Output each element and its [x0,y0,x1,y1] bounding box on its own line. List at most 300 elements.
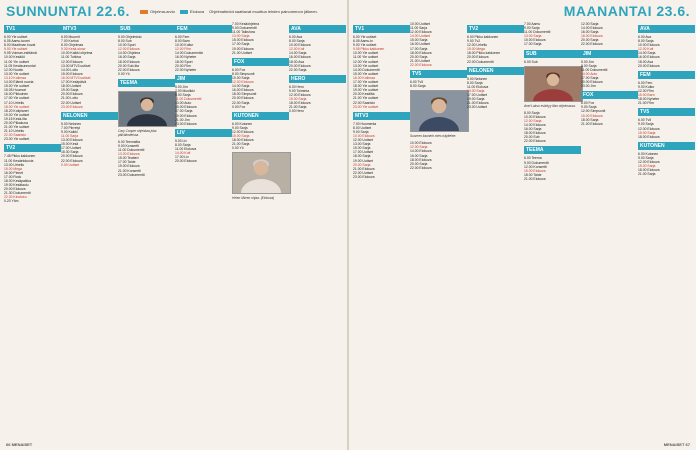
program-listing: 19.00 Yle uutiset [353,88,379,93]
program-listing: 6.00 Fox [232,67,246,72]
program-listing: 18.00 Elokuva [118,59,140,64]
program-listing: 15.00 Sarja [289,97,307,102]
program-listing: 19.00 Elokuva [232,46,254,51]
program-listing: 6.05 Aamu-tv [353,39,373,44]
schedule-column [524,22,581,181]
schedule-column [118,22,175,177]
program-listing: 11.00 Kesäelokuvia [4,158,34,163]
schedule-column [410,22,467,170]
program-listing: 8.00 Sarja [175,142,191,147]
program-listing: 10.00 Uutiset [410,22,430,26]
schedule-column [289,22,346,114]
program-listing: 11.00 Sarja [61,133,79,138]
program-listing: 6.00 Ava [638,35,652,39]
left-footer [6,442,32,447]
program-listing: 7.00 Karhut [61,39,79,44]
program-listing: 14.00 Sarja [467,88,485,93]
program-listing: 17.00 Kesäpäivä [61,80,87,85]
program-listing: 22.00 Elokuva [524,139,546,144]
program-listing: 20.00 Elokuva [61,92,83,97]
program-listing: 9.00 Sarja [638,122,654,127]
program-listing: 13.00 Elokuva [61,138,83,143]
program-listing: 7.00 Aamu [524,22,541,26]
left-page [0,0,347,450]
program-listing: 18.00 Nyheter [638,97,660,102]
program-listing: 17.00 Sarja [581,75,599,80]
channel-header: TV5 [410,70,467,78]
program-listing: 6.00 Ava [289,35,303,39]
program-listing: 15.00 Elokuva [524,168,546,173]
program-listing: 10.00 Sarja [232,75,250,80]
program-listing: 18.00 Elokuva [410,50,432,55]
channel-header: AVA [638,25,695,33]
program-listing: 12.00 Koti [638,47,654,52]
program-listing: 18.00 Sarja [353,154,371,159]
channel-header: SUB [118,25,175,33]
program-listing: 9.30 Kesä-show [61,47,86,52]
program-listing: 0.00 Yö [232,146,244,151]
program-listing: 17.00 Uutiset [467,93,487,98]
program-listing: 12.00 Simpsonit [581,109,606,114]
program-listing: 11.00 Elokuva [467,84,489,89]
photo-block [524,64,581,109]
program-listing: 6.00 Tv5 [410,80,424,85]
channel-header: KUTONEN [232,112,289,120]
program-listing: 7.00 Musiikki [175,88,195,93]
program-listing: 15.00 Barn [638,93,655,98]
program-listing: 9.00 Sarja [524,26,540,31]
program-listing: 11.00 Elokuva [175,146,197,151]
program-listing: 20.00 Elokuva [175,159,197,164]
legend-note: Ohjelmatiedot saattavat muuttua lehden painomenon jälkeen. [209,9,318,14]
program-listing: 14.00 Elokuva [524,122,546,127]
schedule-column [232,22,289,203]
program-listing: 10.00 Elokuva [353,133,375,138]
channel-header: FOX [232,58,289,66]
photo-block [410,88,467,139]
schedule-column [61,22,118,167]
program-listing: 12.00 Film [175,47,191,52]
program-listing: 15.00 Teatteri [118,156,139,161]
program-listing: 18.00 Elokuva [410,157,432,162]
program-listing: 18.00 Yle uutiset [353,84,379,89]
program-listing: 17.00 Sarja [175,109,193,114]
program-listing: 14.00 Sarja [289,51,307,56]
program-listing: 6.00 Teema [524,156,542,161]
program-listing: 18.00 Elokuva [581,34,603,39]
program-listing: 21.30 Dokumentti [4,191,31,196]
program-listing: 21.00 Elokuva [581,121,603,126]
program-listing: 9.00 Sarja [581,105,597,110]
channel-header: KUTONEN [638,142,695,150]
program-listing: 13.00 MTV3 uutiset [61,63,91,68]
program-listing: 9.00 Toiminta [289,88,310,93]
program-listing: 22.00 Elokuva [61,158,83,163]
person-photo-icon [524,66,583,102]
channel-header: MTV3 [61,25,118,33]
program-listing: 22.00 Dokumentti [467,59,494,64]
program-listing: 23.00 Elokuva [353,174,375,179]
program-listing: 19.00 Elokuva [118,164,140,169]
program-listing: 21.00 Elokuva [467,101,489,106]
schedule-column [467,22,524,109]
program-listing: 12.00 Elokuva [638,159,660,164]
program-listing: 21.00 Sarja [232,142,250,147]
program-listing: 23.00 Elokuva [175,121,197,126]
program-listing: 17.00 Taide [118,160,136,165]
program-listing: 16.00 Sarja [118,55,136,60]
program-listing: 12.00 Yle uutiset [353,59,379,64]
program-listing: 21.00 Sarja [638,172,656,177]
channel-header: TV2 [4,144,61,152]
program-listing: 19.00 Uutiset [353,158,373,163]
program-listing: 14.00 Auto [581,71,598,76]
program-listing: 23.00 Yle uutiset [4,137,30,142]
program-listing: 16.00 Pikkuinen [4,92,29,97]
program-listing: 12.00 Urheilu [467,43,488,48]
program-listing: 11.00 Yle uutiset [353,55,378,60]
program-listing: 9.05 Voiman-esittämä [4,51,37,56]
program-listing: 17.00 Rock [4,174,22,179]
program-listing: 6.00 Fem [638,80,653,85]
person-photo-icon [410,90,469,132]
program-listing: 20.00 Kesäilta [353,92,375,97]
photo-caption: Cary Cooper ohjeistaa joka päiväkodeissa. [118,129,157,137]
program-listing: 18.00 Pikku kakkonen [467,51,501,56]
program-listing: 15.00 Elokuva [61,71,83,76]
program-listing: 8.00 Sarja [289,39,305,44]
channel-header: TV1 [4,25,61,33]
channel-header: TV1 [353,25,410,33]
program-listing: 22.00 Elokuva [410,62,432,67]
program-listing: 7.00 Piirretyt [61,125,81,130]
program-listing: 17.00 Uutiset [353,150,373,155]
program-listing: 17.00 Yle uutiset [4,96,30,101]
program-listing: 18.00 Elokuva [638,134,660,139]
program-listing: 13.00 Sarja [524,34,542,39]
channel-header: FOX [581,91,638,99]
program-listing: 9.00 Sarja [232,125,248,130]
program-listing: 6.00 Yle uutiset [4,35,28,39]
program-listing: 12.00 Film [638,88,654,93]
program-listing: 11.00 Yle uutiset [4,59,29,64]
program-listing: 20.00 Elokuva [4,187,26,192]
program-listing: 6.00 Sub [524,59,538,64]
program-listing: 16.00 Kotimaa [353,75,375,80]
program-listing: 12.00 Elokuva [232,80,254,85]
program-listing: 8.00 Sarja [467,80,483,85]
program-listing: 18.00 Kesäpaikka [4,179,31,183]
program-listing: 11.00 Tutkiva [61,55,81,60]
program-listing: 17.00 Yle uutiset [353,80,379,85]
program-listing: 10.00 Yle uutiset [353,51,379,56]
program-listing: 14.00 Sarja [638,51,656,56]
program-listing: 20.00 Elokuva [232,96,254,101]
program-listing: 12.00 Elokuva [118,47,140,52]
program-listing: 22.00 Uutiset [353,170,373,175]
magazine-name: MENAISET [11,442,33,447]
program-listing: 10.00 Sport [118,43,136,48]
channel-header: TEEMA [524,146,581,154]
program-listing: 21.00 Uutiset [410,58,430,63]
program-listing: 20.00 Sarja [353,162,371,167]
photo-block [232,150,289,201]
program-listing: 16.00 MTV3 uutiset [61,75,91,80]
program-listing: 19.00 Yle uutiset [4,112,30,117]
program-listing: 12.00 Elokuva [638,126,660,131]
program-listing: 15.05 Huumori [4,88,27,93]
program-listing: 19.15 Kesä-ilta [4,116,27,121]
program-listing: 22.00 Saaristo [4,133,26,138]
program-listing: 22.00 Sarja [232,100,250,105]
program-listing: 12.00 Elokuva [410,30,432,35]
channel-header: NELONEN [61,112,118,120]
program-listing: 23.00 Uutiset [467,105,487,110]
left-legend [140,9,318,14]
program-listing: 20.00 Sub [524,135,540,140]
program-listing: 9.00 Yle uutiset [4,47,28,52]
program-listing: 13.00 Urheilu [4,162,25,167]
program-listing: 15.00 Sarja [638,164,656,169]
schedule-column [581,22,638,126]
program-listing: 15.00 Kesä [61,142,79,147]
program-listing: 15.00 Elokuva [175,105,197,110]
program-listing: 6.05 Aamu-tuorei [4,39,30,44]
program-listing: 18.00 Elokuva [524,131,546,136]
program-listing: 6.00 Kutonen [638,151,659,156]
program-listing: 9.00 Kultur [638,84,655,89]
program-listing: 20.00 Sarja [410,54,428,59]
program-listing: 23.00 Elokuva [61,104,83,109]
program-listing: 0.00 Fox [232,104,246,109]
program-listing: 10.00 Kultur [175,43,194,48]
program-listing: 18.00 Elokuva [289,101,311,106]
program-listing: 22.00 Saaristo [353,100,375,105]
program-listing: 18.00 Sport [175,59,193,64]
photo-caption: Helen Mirren ohjaa. (Elokuva) [232,196,275,201]
program-listing: 8.00 Sub [118,39,132,44]
program-listing: 8.00 Ohjelmaa [61,43,84,48]
program-listing: 20.00 Pilkakuva [4,120,28,125]
program-listing: 12.00 Elokuva [289,93,311,98]
program-listing: 13.00 Sarja [353,142,371,147]
program-listing: 12.00 Elokuva [232,129,254,134]
program-listing: 11.05 Kesäsunnuntai [4,63,36,68]
program-listing: 20.00 Elokuva [467,55,489,60]
program-listing: 14.00 Sarja [232,84,250,89]
channel-header: JIM [175,75,232,83]
program-listing: 19.00 Elokuva [175,113,197,118]
channel-header: FEM [175,25,232,33]
program-listing: 23.00 Yle uutiset [353,104,379,109]
program-listing: 14.00 Koti [175,151,191,156]
program-listing: 21.00 Film [638,101,654,106]
program-listing: 11.00 Dokumentti [581,67,608,72]
program-listing: 16.00 Sarja [410,153,428,158]
channel-header: TV2 [467,25,524,33]
program-listing: 20.00 Elokuva [638,63,660,68]
program-listing: 17.00 Sarja [410,46,428,51]
program-listing: 14.00 Dokumentär [175,51,203,56]
program-listing: 8.00 Uutiset [353,125,372,130]
photo-caption: Suomen kaunein mies näyttelee. [410,134,457,139]
program-listing: 16.00 Sarja [581,30,599,35]
program-listing: 22.00 Sarja [289,67,307,72]
program-listing: 17.00 Liv [175,155,189,160]
program-listing: 14.00 Dokumentti [353,67,380,72]
program-listing: 0.00 Uutiset [61,162,80,167]
program-listing: 6.00 Hero [289,84,304,89]
program-listing: 21.00 Elokuva [524,176,546,181]
channel-header: TEEMA [118,79,175,87]
program-listing: 7.00 Kesäohjelma [232,22,260,26]
rating-swatch-icon [140,10,148,14]
channel-header: TV5 [638,108,695,116]
program-listing: 13.00 Yle uutiset [4,71,30,76]
program-listing: 8.00 Sarja [638,39,654,44]
right-page [349,0,696,450]
program-listing: 10.00 Elokuva [524,114,546,119]
program-listing: 13.00 Auto [175,101,192,106]
program-listing: 6.00 Fox [581,101,595,106]
program-listing: 12.00 Uutiset [353,138,373,143]
program-listing: 7.00 Huomenta [353,121,377,126]
program-listing: 18.00 Elokuva [232,138,254,143]
program-listing: 13.00 Sarja [232,34,250,39]
schedule-column [175,22,232,163]
program-listing: 12.00 Nuotin [4,67,24,72]
program-listing: 9.00 Sarja [353,129,369,134]
program-listing: 22.00 Uutiset [61,100,81,105]
program-listing: 9.00 Kaikki [61,129,78,134]
program-listing: 23.00 Dokumentti [118,172,145,177]
program-listing: 21.00 Yle uutiset [353,96,379,101]
program-listing: 9.00 Sarja [175,93,191,98]
program-listing: 18.00 Simpsonit [232,92,257,97]
program-listing: 14.00 Elokuva [410,149,432,154]
program-listing: 12.00 Sarja [581,22,599,26]
program-listing: 13.10 Kotimaa [4,75,26,80]
program-listing: 20.00 Film [175,63,191,68]
legend-film: Elokuva [180,9,204,14]
program-listing: 20.00 Sarja [410,161,428,166]
program-listing: 10.00 Elokuva [289,43,311,48]
program-listing: 14.00 Uutiset [410,34,430,39]
schedule-column [638,22,695,176]
program-listing: 22.30 Kinotoku [4,195,27,200]
program-listing: 9.00 Sarja [638,155,654,160]
program-listing: 12.00 Konsertti [524,164,547,169]
program-listing: 15.00 Mega [4,166,22,171]
program-listing: 18.00 Uutiset [61,84,81,89]
program-listing: 11.00 Dokumentti [118,148,145,153]
program-listing: 7.45 Pikku kakkonen [4,154,36,159]
program-listing: 15.00 Yle uutiset [353,71,379,76]
program-listing: 11.00 Talkshow [232,30,256,35]
program-listing: 18.00 Taide [524,172,542,177]
program-listing: 5.00 Nelonen [61,121,82,126]
program-listing: 22.00 Elokuva [581,42,603,47]
program-listing: 14.00 Elämä nuoria [4,80,34,85]
page-number: 67 [685,442,690,447]
program-listing: 5.00 Ohjelmisto [118,35,142,39]
program-listing: 11.00 Dokumentti [524,30,551,35]
program-listing: 21.00 Sarja [289,105,307,110]
program-listing: 9.05 Pikku kakkonen [353,47,385,52]
program-listing: 0.00 Yö [118,71,130,76]
program-listing: 14.00 Lotto [61,67,78,72]
channel-header: JIM [581,50,638,58]
program-listing: 16.00 Elokuva [289,55,311,60]
program-listing: 15.00 Yle uutiset [4,84,30,89]
program-listing: 16.00 Nyheter [175,55,197,60]
program-listing: 16.00 Sarja [524,127,542,132]
program-listing: 21.00 Konsertti [118,168,141,173]
program-listing: 5.00 Liv [175,138,187,143]
schedule-column [4,22,61,204]
program-listing: 15.00 Sarja [410,38,428,43]
program-listing: 8.00 Sarja [524,110,540,115]
program-listing: 15.00 Mega [467,47,485,52]
program-listing: 10.00 Kesäöö [4,55,25,60]
program-listing: 13.00 Yle uutiset [353,63,379,68]
program-listing: 6.00 Yle uutiset [353,35,377,39]
program-listing: 20.00 Sarja [581,38,599,43]
program-listing: 21.00 Uutiset [232,50,252,55]
program-listing: 12.00 Sarja [524,118,542,123]
legend-rating: Ohjelma-arvio [140,9,175,14]
photo-block [118,89,175,138]
program-listing: 20.00 Elokuva [581,80,603,85]
program-listing: 14.00 Elokuva [581,26,603,31]
program-listing: 8.00 Simpsonit [232,71,255,76]
program-listing: 15.00 Elokuva [232,38,254,43]
program-listing: 9.00 Tv2 [467,39,481,44]
program-listing: 11.00 Dokumentti [175,97,202,102]
program-listing: 5.00 Nelonen [467,76,488,81]
program-listing: 9.00 Konsertti [118,143,139,148]
program-listing: 6.00 Fem [175,35,190,39]
program-listing: 9.00 Dokumentti [524,160,549,165]
program-listing: 10.00 Kaikki ohjelma [61,51,93,56]
program-listing: 6.00 Teemailta [118,139,140,144]
left-day-heading: SUNNUNTAI 22.6. [6,3,130,19]
program-listing: 17.00 Sarja [524,42,542,47]
program-listing: 6.00 Tv5 [638,118,652,123]
program-listing: 5.00 Jim [175,84,188,89]
magazine-name: MENAISET [663,442,685,447]
program-listing: 21.00 Elokuva [353,166,375,171]
channel-header: HERO [289,75,346,83]
right-day-heading: MAANANTAI 23.6. [563,3,690,19]
program-listing: 15.00 Sarja [638,130,656,135]
program-listing: 20.00 Elokuva [61,154,83,159]
film-swatch-icon [180,10,188,14]
program-listing: 21.00 Yle uutiset [4,125,30,130]
program-listing: 15.00 Sarja [353,146,371,151]
program-listing: 16.00 Uutiset [410,42,430,47]
program-listing: 17.10 Urheilu [4,100,25,105]
program-listing: 12.00 Elokuva [61,59,83,64]
program-listing: 6.00 Pikku kakkonen [467,35,499,39]
program-listing: 10.00 Elokuva [410,141,432,146]
program-listing: 21.00 Jim [175,117,190,122]
program-listing: 18.00 Sarja [581,117,599,122]
photo-caption: Anel Lakso esiintyy illan ohjelmassa. [524,103,576,108]
program-listing: 16.00 Elokuva [232,88,254,93]
program-listing: 0.00 Hero [289,109,304,114]
program-listing: 18.20 Kotiplanet [4,108,29,113]
